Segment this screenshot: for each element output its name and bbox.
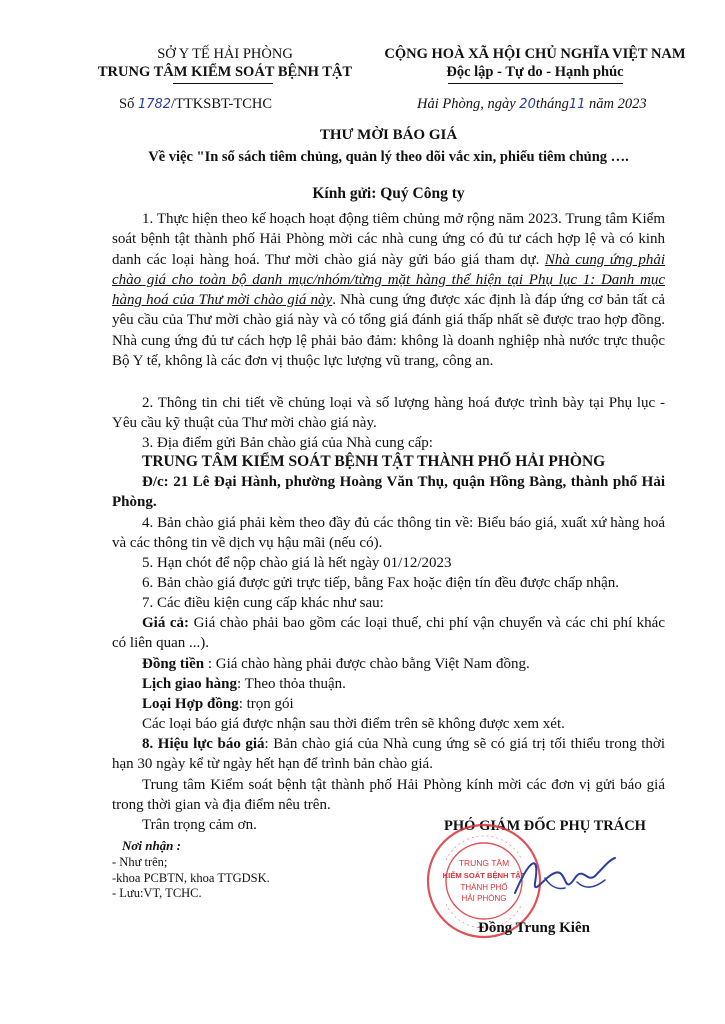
late-notice: Các loại báo giá được nhận sau thời điểm trên sẽ không được xem xét. (142, 716, 565, 732)
paragraph-1 (112, 209, 665, 371)
center-name: TRUNG TÂM KIỂM SOÁT BỆNH TẬT (97, 64, 353, 80)
number-handwritten: 1782 (137, 97, 172, 112)
delivery-organization: TRUNG TÂM KIỂM SOÁT BỆNH TẬT THÀNH PHỐ HẢI PHÒNG (142, 453, 606, 470)
condition-currency-label: Đồng tiền (142, 656, 205, 672)
seal-line-4: HẢI PHÒNG (461, 894, 507, 903)
regards: Trân trọng cảm ơn. (142, 817, 257, 833)
paragraph-1-requirement: Nhà cung ứng phải chào giá cho toàn bộ danh mục/nhóm/từng mặt hàng thể hiện tại Phụ lục 1: Danh mục hàng hoá của Thư mời chào giá này (112, 251, 666, 309)
agency-name: SỞ Y TẾ HẢI PHÒNG (157, 46, 293, 62)
condition-currency-text: : Giá chào hàng phải được chào bằng Việt Nam đồng. (204, 656, 530, 672)
condition-price-label: Giá cả: (142, 615, 190, 631)
motto: Độc lập - Tự do - Hạnh phúc (446, 64, 624, 80)
date-month-label: tháng (535, 96, 569, 112)
date-month: 11 (568, 97, 586, 112)
paragraph-5: 5. Hạn chót để nộp chào giá là hết ngày 01/12/2023 (142, 555, 452, 571)
paragraph-1-intro: 1. Thực hiện theo kế hoạch hoạt động tiêm chủng mở rộng năm 2023. Trung tâm Kiểm soát bệnh tật thành phố Hải Phòng mời các nhà cung ứng có đủ tư cách hợp lệ và có kinh danh các loại hàng hoá. Thư mời chào giá này gửi báo giá tham dự. (112, 211, 665, 268)
number-suffix: /TTKSBT-TCHC (171, 96, 273, 112)
delivery-address: Đ/c: 21 Lê Đại Hành, phường Hoàng Văn Thụ, quận Hồng Bàng, thành phố Hải Phòng. (112, 474, 665, 511)
document-number (119, 96, 272, 113)
paragraph-1-conditions: . Nhà cung ứng được xác định là đáp ứng cơ bản tất cả yêu cầu của Thư mời chào giá này và có tổng giá đánh giá thấp nhất sẽ được trao hợp đồng. Nhà cung ứng đủ tư cách hợp lệ phải bảo đảm: không là doanh nghiệp nhà nước trực thuộc Bộ Y tế, không là các đơn vị thuộc lực lượng vũ trang, công an. (112, 292, 666, 370)
seal-line-1: TRUNG TÂM (458, 858, 510, 868)
paragraph-4: 4. Bản chào giá phải kèm theo đầy đủ các thông tin về: Biểu báo giá, xuất xứ hàng hoá và các thông tin về dịch vụ hậu mãi (nếu có). (112, 515, 665, 552)
validity-label: 8. Hiệu lực báo giá (142, 736, 265, 752)
date-place: Hải Phòng, ngày (417, 96, 516, 112)
condition-price-text: Giá chào phải bao gồm các loại thuế, chi phí vận chuyển và các chi phí khác có liên quan ...). (112, 615, 665, 652)
condition-price (112, 613, 665, 654)
handwritten-signature (505, 838, 620, 918)
condition-delivery (112, 674, 695, 694)
condition-currency (112, 654, 695, 674)
signer-name: Đồng Trung Kiên (478, 920, 590, 936)
paragraph-2: 2. Thông tin chi tiết về chủng loại và số lượng hàng hoá được trình bày tại Phụ lục - Yêu cầu kỹ thuật của Thư mời chào giá này. (112, 395, 665, 432)
condition-delivery-text: : Theo thỏa thuận. (237, 676, 346, 692)
condition-contract-label: Loại Hợp đồng (142, 696, 239, 712)
number-prefix: Số (119, 96, 135, 112)
paragraph-6: 6. Bản chào giá được gửi trực tiếp, bằng Fax hoặc điện tín đều được chấp nhận. (142, 575, 619, 591)
date-year: năm 2023 (589, 96, 647, 112)
document-subject: Về việc "In sổ sách tiêm chủng, quản lý theo dõi vắc xin, phiếu tiêm chủng …. (148, 149, 629, 165)
validity-text: : Bản chào giá của Nhà cung ứng sẽ có giá trị tối thiểu trong thời hạn 30 ngày kể từ ngày hết hạn để trình bản chào giá. (112, 736, 665, 773)
recipient-item: - Lưu:VT, TCHC. (112, 886, 202, 900)
document-title: THƯ MỜI BÁO GIÁ (319, 127, 458, 143)
seal-line-3: THÀNH PHỐ (460, 883, 508, 892)
country-name: CỘNG HOÀ XÃ HỘI CHỦ NGHĨA VIỆT NAM (384, 46, 686, 62)
paragraph-7: 7. Các điều kiện cung cấp khác như sau: (142, 595, 384, 611)
header-left-underline (173, 83, 273, 84)
paragraph-3: 3. Địa điểm gửi Bản chào giá của Nhà cung cấp: (142, 435, 433, 451)
condition-contract-text: : trọn gói (238, 696, 294, 712)
salutation: Kính gửi: Quý Công ty (312, 185, 465, 202)
recipient-item: - Như trên; (112, 855, 168, 869)
header-right-underline (448, 83, 623, 84)
paragraph-8 (112, 734, 665, 775)
document-date (417, 96, 647, 113)
condition-contract (112, 694, 695, 714)
recipient-item: -khoa PCBTN, khoa TTGDSK. (112, 870, 270, 885)
condition-delivery-label: Lịch giao hàng (142, 676, 238, 692)
recipients-list (112, 855, 270, 902)
recipients-title: Nơi nhận : (122, 838, 181, 853)
seal-line-2: KIỂM SOÁT BỆNH TẬT (442, 871, 526, 880)
date-day: 20 (519, 97, 536, 112)
closing-paragraph: Trung tâm Kiểm soát bệnh tật thành phố Hải Phòng kính mời các đơn vị gửi báo giá trong thời gian và địa điểm nêu trên. (112, 777, 665, 814)
signer-position: PHÓ GIÁM ĐỐC PHỤ TRÁCH (444, 818, 646, 834)
